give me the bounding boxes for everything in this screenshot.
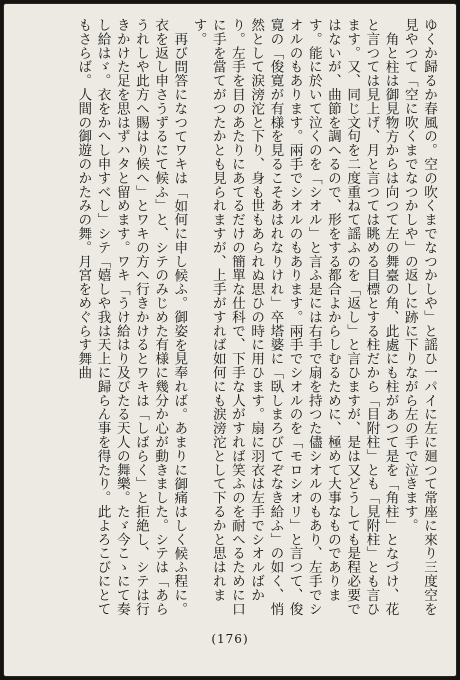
vertical-text-block [22,18,438,616]
paragraph-2: 角と柱は御見物方からは向つて左の舞臺の角、此處にも柱があつて是を「角柱」となづけ、花と言つては見上げ、月と言つては眺める目標とする柱だから「目附柱」とも「見附柱」とも言ひます。又、同じ文句を二度重ねて謡ふのを「返し」と言ひますが、是は又どうしても是程必要ではないが、曲節を調へるので、形をする都合よからしむるために、極めて大事なものであります。能に於いて泣くのを「シオル」と言ふ是には右手で扇を持つた儘シオルのもあり、左手でシオルのもあります。兩手でシオルのもあります。兩手でシオルのを「モロシオリ」と言つて、俊寛の「俊寛が有様を見るこそあはれなりけれ」卒塔婆に「臥しまろびてぞなき給ふ」の如く、悄然として涙滂沱と下り、身も世もあられぬ思ひの時に用ひます。扇に羽衣は左手でシオルばかり。左手を目のあたりにあてるだけの簡單な仕科で、下手な人がすれば笑ふのを耐へるために口に手を當てがつたかとも見られますが、上手がすれば如何にも涙滂沱として下るかと思はれます。 [190,18,399,616]
paragraph-1: ゆくか歸るか春風の。空の吹くまでなつかしや」と謡ひ一パイに左に廻つて常座に來り三度空を見やつて「空に吹くまでなつかしや」の返しに跡に下りながら左の手で泣きます。 [401,18,437,616]
book-page [4,4,456,676]
paragraph-3: 再び問答になつてワキは「如何に申し候ふ。御姿を見奉れば。あまりに御痛はしく候ふ程に。衣を返し申さうずるにて候ふ」と、シテのみじめた有様に幾分か心が動きました。シテは「あらうれしや此方へ賜はり候へ」とワキの方へ行きかけるとワキは「しばらく」と拒絶し、シテは行きかけた足を思はずハタと留めます。ワキ「うけ給はり及びたる天人の舞樂。たゞ今こゝにて奏し給はゞ。衣をかへし申すべし」シテ「嬉しや我は天上に歸らん事を得たり。此よろこびにとてもさらば。人間の御遊のかたみの舞。月宮をめぐらす舞曲 [75,18,188,616]
page-number: (176) [211,632,249,646]
